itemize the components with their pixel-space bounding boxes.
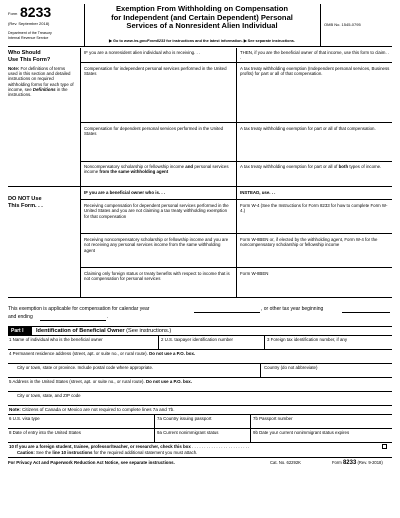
who-row3-then <box>240 164 390 169</box>
caution-link: line 10 instructions <box>52 450 93 455</box>
dnu-col1-header: IF you are a beneficial owner who is. . . <box>84 190 166 195</box>
country-label: Country (do not abbreviate) <box>264 365 318 370</box>
title-line-1: Exemption From Withholding on Compensation <box>115 4 289 13</box>
who-row2-then: A tax treaty withholding exemption for part or all of that compensation. <box>240 126 376 131</box>
field-4-label <box>9 351 195 356</box>
title-line-3: Services of a Nonresident Alien Individual <box>126 21 278 30</box>
who-should-line-1: Who Should <box>8 50 41 56</box>
who-should-note <box>8 66 74 97</box>
city-2-label: City or town, state, and ZIP code <box>17 393 81 398</box>
field-5-text: 5 Address in the United States (street, apt. or suite no., or rural route). <box>9 379 145 384</box>
part1-title-text: Identification of Beneficial Owner <box>36 328 125 334</box>
tax-year-begin-line[interactable] <box>342 312 390 313</box>
footer-rev: (Rev. 9-2018) <box>357 460 383 465</box>
field-10-checkbox[interactable] <box>382 444 387 449</box>
omb-number: OMB No. 1545-0795 <box>324 22 361 27</box>
cat-number: Cat. No. 62292K <box>270 460 301 465</box>
exemption-and-ending: and ending <box>8 314 33 320</box>
note-end: in the instructions. <box>8 86 68 97</box>
field-4-bold: Do not use a P.O. box. <box>149 351 196 356</box>
table-middle-border <box>236 48 237 186</box>
field-7a-label: 7a Country issuing passport <box>157 416 212 421</box>
dnu-header-rule <box>80 199 392 200</box>
who-row2-if: Compensation for dependent personal services performed in the United States <box>84 126 224 137</box>
row3-if-bold: from the same withholding agent <box>99 169 169 175</box>
who-row1-rule <box>80 122 392 123</box>
row3-then-end: types of income. <box>349 164 382 169</box>
row1-divider-b <box>264 335 265 349</box>
dnu-middle-border <box>236 186 237 297</box>
city-divider <box>260 363 261 377</box>
row5-rule[interactable] <box>8 391 392 392</box>
dnu-row3-if: Claiming only foreign status or treaty benefits with respect to income that is not compensation for personal services <box>84 271 230 282</box>
footer-rule <box>8 457 392 458</box>
field-1-label: 1 Name of individual who is the beneficial owner <box>9 337 103 342</box>
part1-note <box>9 407 174 413</box>
who-row2-rule <box>80 161 392 162</box>
who-header-rule <box>80 62 392 63</box>
row3-then-a: A tax treaty withholding exemption for part or all of <box>240 164 338 169</box>
do-not-line-2: This Form. . . <box>8 202 43 209</box>
field-5-label <box>9 379 192 384</box>
dnu-col2-header: INSTEAD, use. . . <box>240 190 276 195</box>
caution-see: See the <box>36 450 52 455</box>
who-row1-if: Compensation for independent personal services performed in the United States <box>84 66 227 77</box>
part1-label: Part I <box>8 327 32 335</box>
tax-year-end-line[interactable] <box>40 320 106 321</box>
field-4-text: 4 Permanent residence address (street, apt. or suite no., or rural route). <box>9 351 148 356</box>
row3-if-a: Noncompensatory scholarship or fellowship income <box>84 164 185 169</box>
instruction-prefix: ▶ Go to <box>109 39 123 43</box>
row3-then-both: both <box>338 164 349 169</box>
table-left-border <box>80 48 81 186</box>
footer-form <box>332 460 383 467</box>
form-label: Form <box>8 11 18 16</box>
city2-rule[interactable] <box>8 405 392 406</box>
who-col2-header: THEN, if you are the beneficial owner of that income, use this form to claim. . . <box>240 50 390 61</box>
dnu-row1-rule <box>80 233 392 234</box>
field-9b-label: 9b Date your current nonimmigrant status expires <box>253 430 350 435</box>
part1-note-text: Citizens of Canada or Mexico are not required to complete lines 7a and 7b. <box>22 407 175 412</box>
row6-rule[interactable] <box>8 428 392 429</box>
header-divider-right <box>320 4 321 46</box>
part1-title <box>36 328 171 335</box>
row1-divider-a <box>158 335 159 349</box>
title-line-2: for Independent (and Certain Dependent) Personal <box>111 12 293 22</box>
who-row1-then: A tax treaty withholding exemption (Independent personal services, Business profits) for part or all of that compensation. <box>240 66 390 77</box>
part1-title-note: (See instructions.) <box>126 328 172 334</box>
privacy-notice: For Privacy Act and Paperwork Reduction Act Notice, see separate instructions. <box>8 460 175 465</box>
dnu-row2-if: Receiving noncompensatory scholarship or fellowship income and you are not receiving any personal services income from the same withholding agent <box>84 237 229 253</box>
field-10-dots: . . . . . . . . . . . . . . . . . . . . . . . . <box>192 444 250 449</box>
dnu-row2-then: Form W-8BEN or, if elected by the withholding agent, Form W-4 for the noncompensatory scholarship or fellowship income <box>240 237 378 248</box>
who-section-rule <box>8 186 392 187</box>
part1-top-rule <box>8 326 392 327</box>
city-1-label: City or town, state or province. Include postal code where appropriate. <box>17 365 154 370</box>
form-number: 8233 <box>20 4 52 20</box>
form-title <box>86 5 318 31</box>
irs: Internal Revenue Service <box>8 36 49 40</box>
city-rule[interactable] <box>8 377 392 378</box>
revision-date: (Rev. September 2018) <box>8 21 50 26</box>
dnu-left-border <box>80 186 81 297</box>
dnu-row2-rule <box>80 267 392 268</box>
note-text: For definitions of terms used in this section and detailed instructions on required withholding forms for each type of income, see <box>8 66 74 92</box>
footer-form-label: Form <box>332 460 342 465</box>
part1-note-heading: Note: <box>9 407 21 412</box>
field-8-label: 8 Date of entry into the United States <box>9 430 81 435</box>
row1-rule[interactable] <box>8 349 392 350</box>
caution-end: for the required additional statement you must attach. <box>93 450 198 455</box>
department: Department of the Treasury <box>8 31 52 35</box>
exemption-or-other: , or other tax year beginning <box>261 306 324 312</box>
header-divider-left <box>84 4 85 46</box>
exemption-period: . <box>107 314 109 320</box>
do-not-line-1: DO NOT Use <box>8 196 42 202</box>
field-7b-label: 7b Passport number <box>253 416 293 421</box>
field-10-label <box>9 444 249 449</box>
row4-rule[interactable] <box>8 363 392 364</box>
row3-if-and: and <box>185 164 194 169</box>
calendar-year-line[interactable] <box>194 312 260 313</box>
who-col1-header: IF you are a nonresident alien individual who is receiving. . . <box>84 50 201 55</box>
do-not-heading <box>8 196 43 209</box>
note-heading: Note: <box>8 66 20 71</box>
note-rule <box>8 414 392 415</box>
dnu-section-rule <box>8 297 392 298</box>
footer-form-number: 8233 <box>342 460 357 466</box>
caution-heading: Caution: <box>17 450 35 455</box>
field-6-label: 6 U.S. visa type <box>9 416 40 421</box>
instructions-line <box>86 39 318 44</box>
row3-if-b: personal services income <box>84 164 229 175</box>
dnu-row1-if: Receiving compensation for dependent personal services performed in the United States and you are not claiming a tax treaty withholding exemption for that compensation <box>84 203 229 219</box>
field-2-label: 2 U.S. taxpayer identification number <box>161 337 233 342</box>
caution-text <box>17 450 197 455</box>
part1-header-rule <box>8 335 392 336</box>
dnu-row1-then: Form W-4 (See the Instructions for Form 8233 for how to complete Form W-4.) <box>240 203 388 214</box>
field-5-bold: Do not use a P.O. box. <box>145 379 192 384</box>
dnu-row3-then: Form W-8BEN <box>240 271 269 276</box>
row8-rule[interactable] <box>8 442 392 443</box>
instruction-url[interactable]: www.irs.gov/Form8233 <box>124 39 166 43</box>
header-rule <box>8 46 392 47</box>
who-should-heading <box>8 50 50 63</box>
instruction-suffix: for instructions and the latest information. ▶ See separate instructions. <box>166 39 295 43</box>
who-should-line-2: Use This Form? <box>8 56 51 63</box>
note-definitions: Definitions <box>32 86 56 92</box>
exemption-text: This exemption is applicable for compensation for calendar year <box>8 306 150 312</box>
who-row3-if <box>84 164 232 175</box>
field-9a-label: 9a Current nonimmigrant status <box>157 430 219 435</box>
field-10-text: 10 If you are a foreign student, trainee, professor/teacher, or researcher, check this box <box>9 444 191 449</box>
field-3-label: 3 Foreign tax identification number, if any <box>267 337 348 342</box>
